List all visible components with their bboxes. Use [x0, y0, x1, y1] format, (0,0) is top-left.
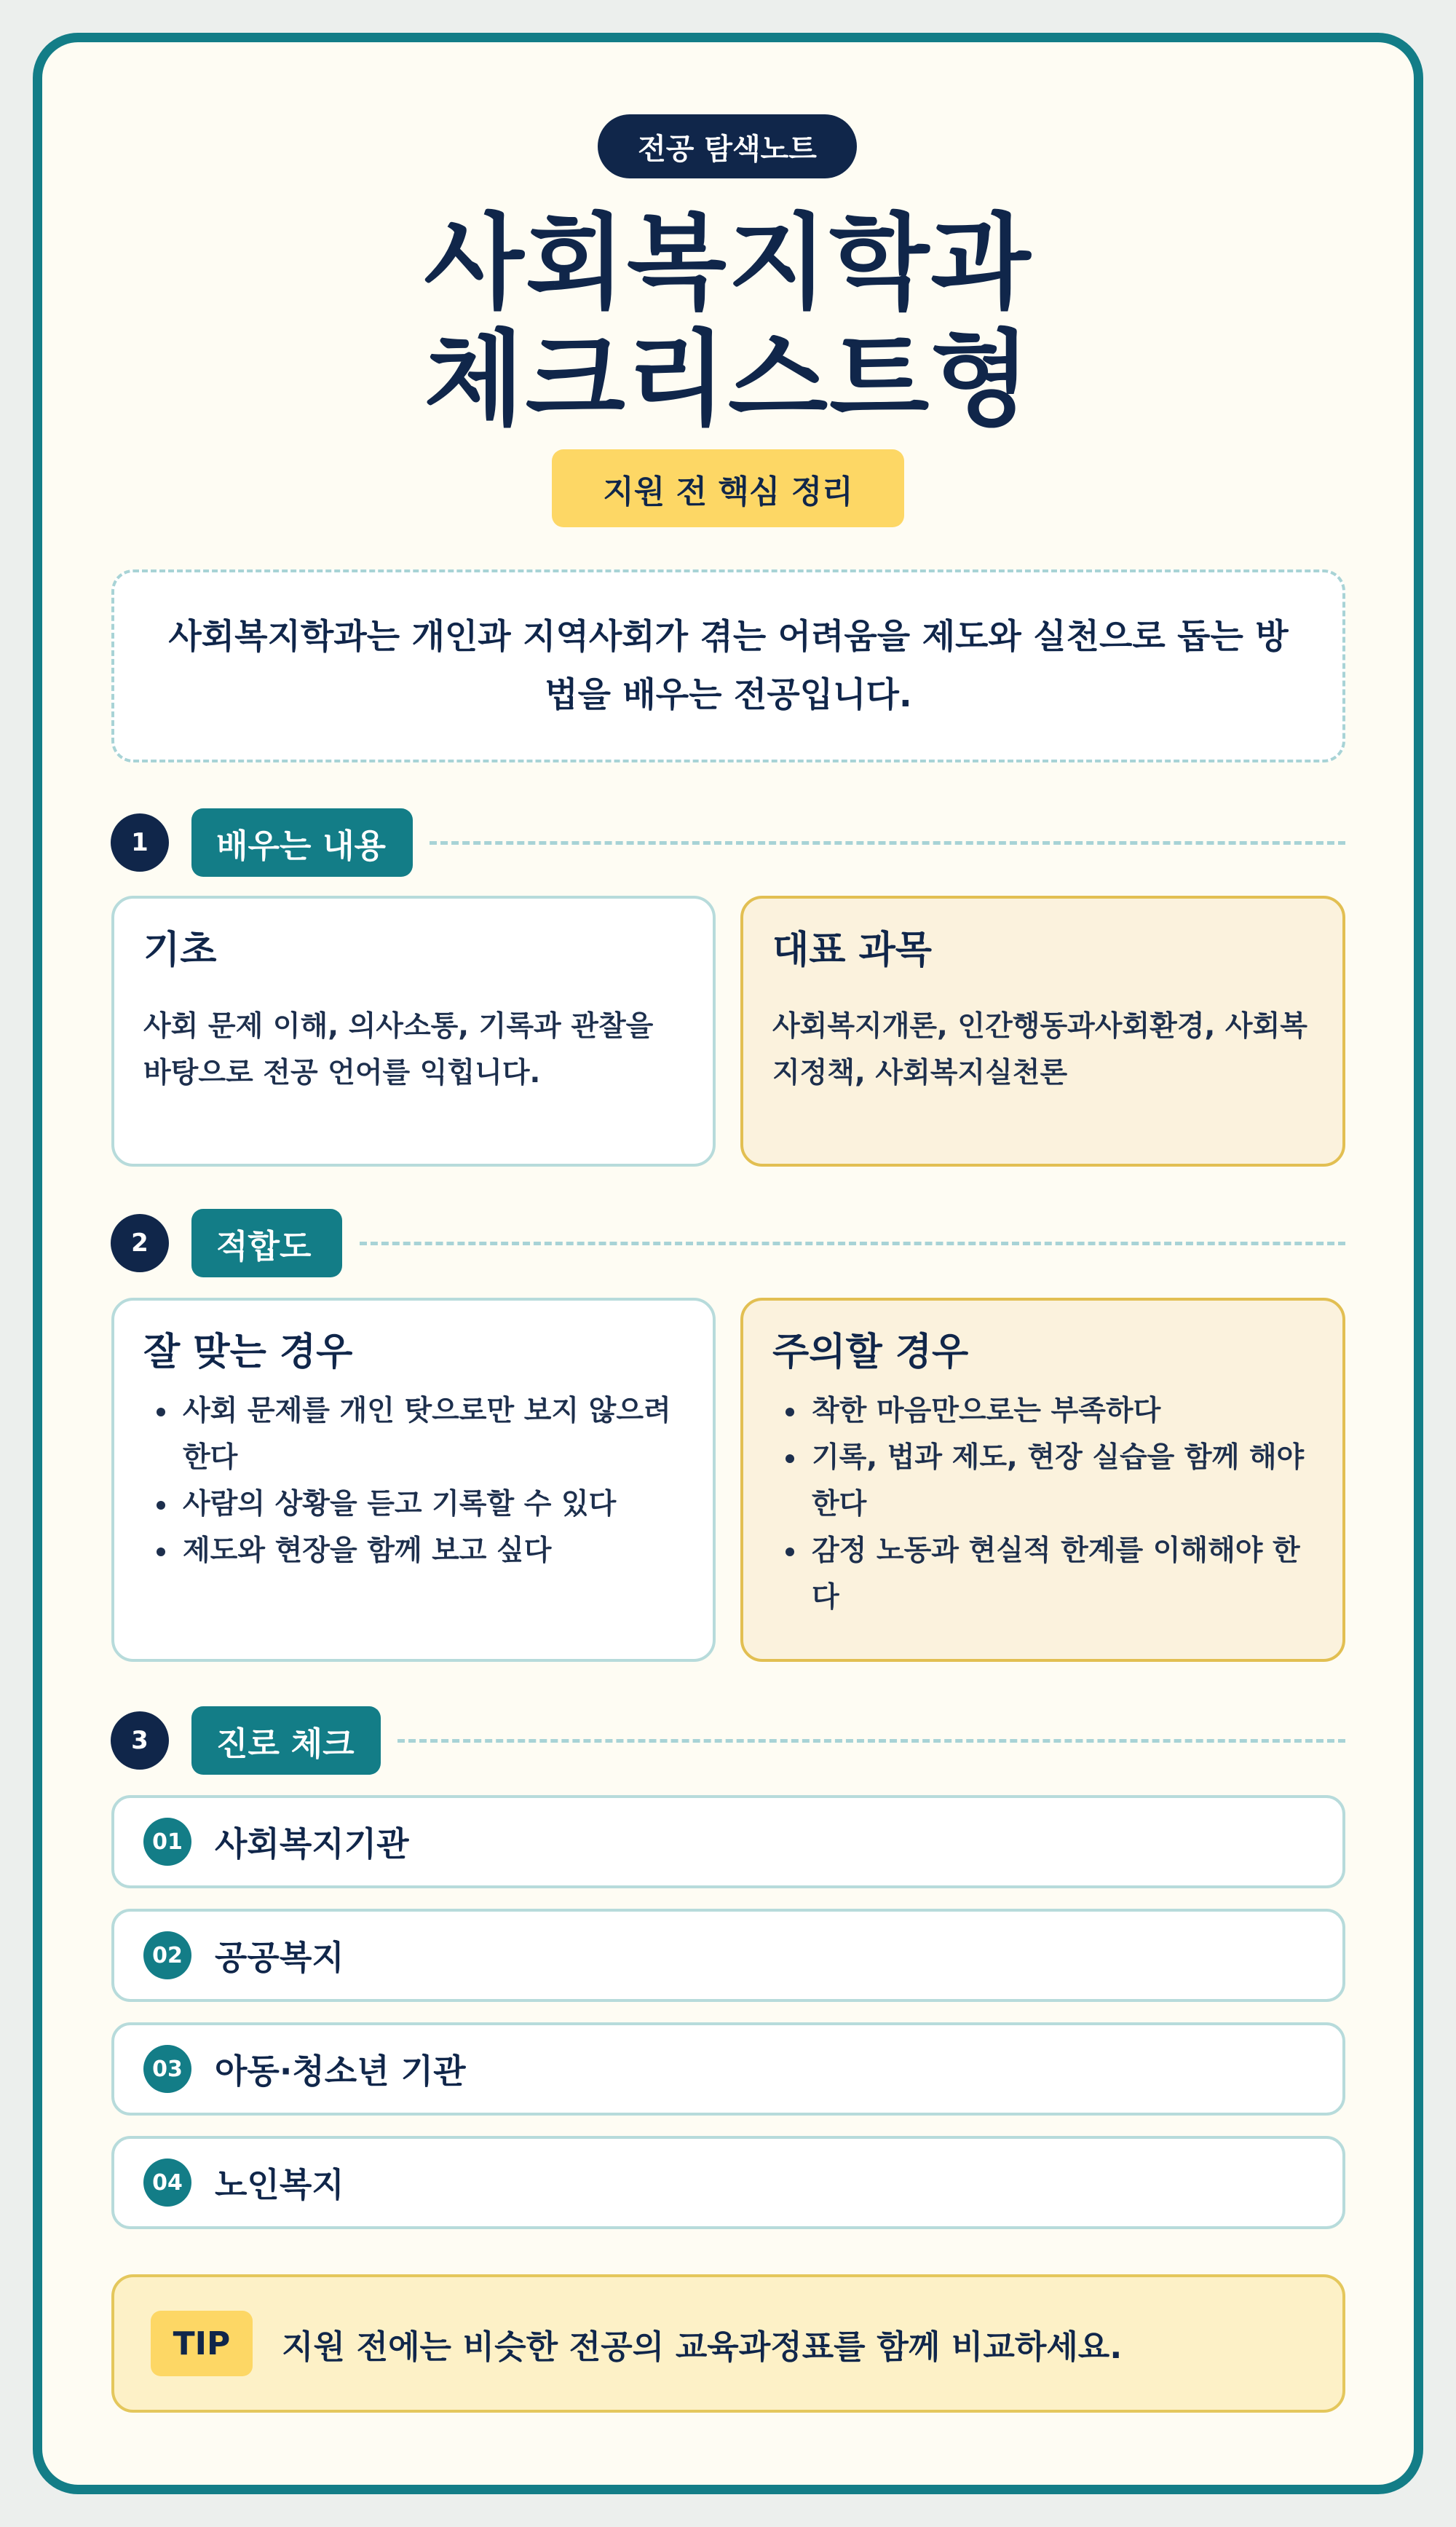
- career-row: [111, 2136, 1345, 2229]
- tip-box: [111, 2274, 1345, 2413]
- section-2-title: 적합도: [191, 1209, 342, 1277]
- list-item: • 사회 문제를 개인 탓으로만 보지 않으려 한다: [178, 1388, 684, 1481]
- section-3-title: 진로 체크: [191, 1706, 381, 1775]
- learning-basics-heading: 기초: [143, 929, 217, 972]
- page-title-line2: 체크리스트형: [424, 320, 1032, 440]
- list-item: • 제도와 현장을 함께 보고 싶다: [178, 1528, 684, 1574]
- tip-badge: TIP: [151, 2311, 253, 2376]
- section-3-number: 3: [111, 1711, 169, 1770]
- career-label: 아동·청소년 기관: [215, 2051, 466, 2091]
- tip-text: 지원 전에는 비슷한 전공의 교육과정표를 함께 비교하세요.: [282, 2327, 1123, 2366]
- header-badge: 전공 탐색노트: [598, 114, 857, 178]
- section-2-divider: [360, 1242, 1345, 1245]
- representative-courses-card: [740, 896, 1345, 1167]
- caution-card: [740, 1298, 1345, 1662]
- subtitle-badge: 지원 전 핵심 정리: [552, 449, 904, 527]
- list-item: • 기록, 법과 제도, 현장 실습을 함께 해야 한다: [807, 1435, 1313, 1528]
- section-2-number: 2: [111, 1214, 169, 1272]
- career-row: [111, 1795, 1345, 1888]
- good-fit-card: [111, 1298, 716, 1662]
- section-1-divider: [430, 841, 1345, 845]
- intro-text: 사회복지학과는 개인과 지역사회가 겪는 어려움을 제도와 실천으로 돕는 방법을 배우는 전공입니다.: [168, 616, 1289, 715]
- caution-list: [772, 1388, 1313, 1621]
- section-3-divider: [397, 1739, 1345, 1743]
- list-item: • 착한 마음만으로는 부족하다: [807, 1388, 1313, 1435]
- learning-basics-card: [111, 896, 716, 1167]
- career-number-badge: 02: [143, 1931, 191, 1979]
- section-1-number: 1: [111, 813, 169, 872]
- caution-heading: 주의할 경우: [772, 1330, 969, 1374]
- section-1-title: 배우는 내용: [191, 808, 413, 877]
- good-fit-heading: 잘 맞는 경우: [143, 1330, 353, 1374]
- list-item: • 감정 노동과 현실적 한계를 이해해야 한다: [807, 1528, 1313, 1621]
- career-row: [111, 2022, 1345, 2116]
- intro-box: [111, 569, 1345, 762]
- list-item: • 사람의 상황을 듣고 기록할 수 있다: [178, 1481, 684, 1528]
- good-fit-list: [143, 1388, 684, 1574]
- career-number-badge: 01: [143, 1818, 191, 1866]
- learning-basics-body: 사회 문제 이해, 의사소통, 기록과 관찰을 바탕으로 전공 언어를 익힙니다.: [143, 1010, 654, 1089]
- career-label: 사회복지기관: [215, 1824, 409, 1864]
- page-title-line1: 사회복지학과: [424, 203, 1032, 323]
- career-number-badge: 04: [143, 2159, 191, 2207]
- representative-courses-heading: 대표 과목: [772, 929, 933, 972]
- career-label: 노인복지: [215, 2165, 344, 2204]
- career-label: 공공복지: [215, 1938, 344, 1977]
- career-row: [111, 1909, 1345, 2002]
- career-number-badge: 03: [143, 2045, 191, 2093]
- representative-courses-body: 사회복지개론, 인간행동과사회환경, 사회복지정책, 사회복지실천론: [772, 1010, 1307, 1089]
